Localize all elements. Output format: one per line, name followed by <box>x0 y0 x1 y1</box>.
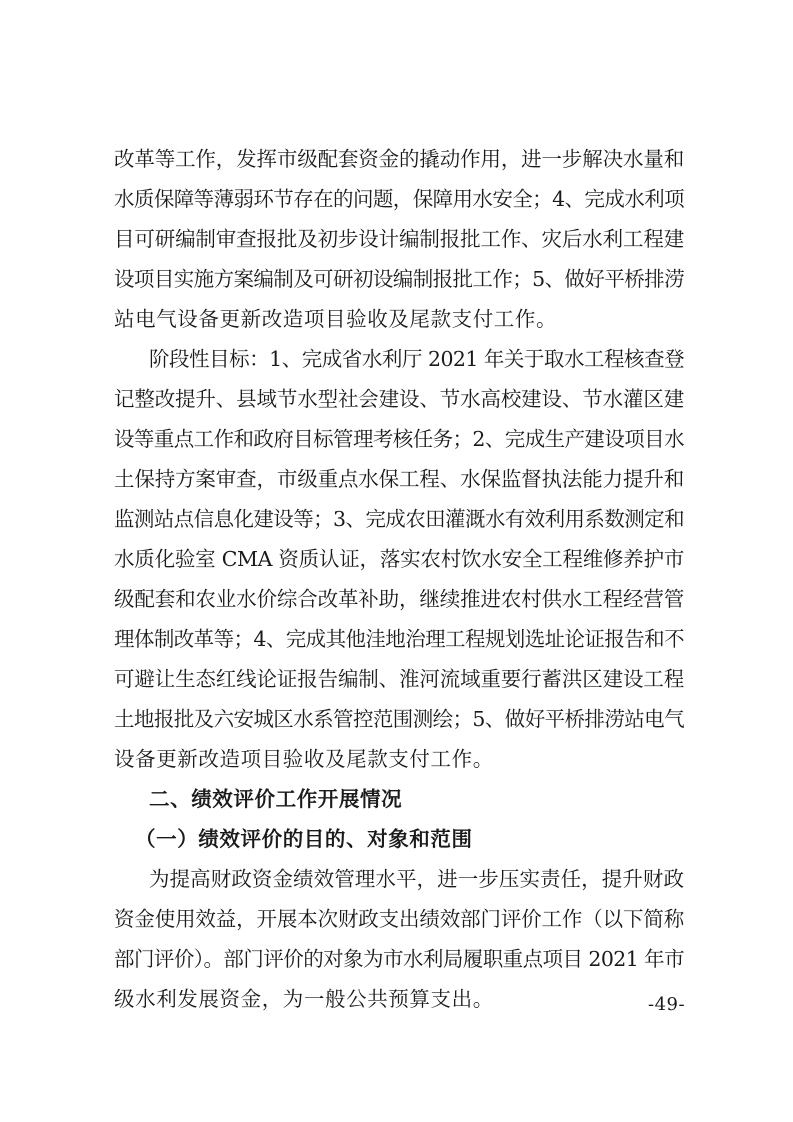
subsection-heading: （一）绩效评价的目的、对象和范围 <box>135 827 473 851</box>
paragraph-3-line-4: 级水利发展资金，为一般公共预算支出。 <box>114 987 494 1011</box>
paragraph-2-line-10: 土地报批及六安城区水系管控范围测绘；5、做好平桥排涝站电气 <box>114 707 684 731</box>
paragraph-3-line-2: 资金使用效益，开展本次财政支出绩效部门评价工作（以下简称 <box>114 907 684 931</box>
section-heading: 二、绩效评价工作开展情况 <box>149 787 403 811</box>
paragraph-2-line-9: 可避让生态红线论证报告编制、淮河流域重要行蓄洪区建设工程 <box>114 667 684 691</box>
paragraph-2-line-8: 理体制改革等；4、完成其他洼地治理工程规划选址论证报告和不 <box>114 627 684 651</box>
paragraph-2-line-1: 阶段性目标：1、完成省水利厅 2021 年关于取水工程核查登 <box>149 347 684 371</box>
page-number: -49- <box>648 994 686 1015</box>
paragraph-3-line-1: 为提高财政资金绩效管理水平，进一步压实责任，提升财政 <box>149 867 684 891</box>
paragraph-3-line-3: 部门评价）。部门评价的对象为市水利局履职重点项目 2021 年市 <box>114 947 684 971</box>
paragraph-2-line-6: 水质化验室 CMA 资质认证，落实农村饮水安全工程维修养护市 <box>114 547 684 571</box>
paragraph-2-line-4: 土保持方案审查，市级重点水保工程、水保监督执法能力提升和 <box>114 467 684 491</box>
paragraph-2-line-11: 设备更新改造项目验收及尾款支付工作。 <box>114 747 494 771</box>
paragraph-1-line-1: 改革等工作，发挥市级配套资金的撬动作用，进一步解决水量和 <box>114 147 684 171</box>
paragraph-1-line-5: 站电气设备更新改造项目验收及尾款支付工作。 <box>114 307 558 331</box>
paragraph-2-line-2: 记整改提升、县域节水型社会建设、节水高校建设、节水灌区建 <box>114 387 684 411</box>
paragraph-1-line-3: 目可研编制审查报批及初步设计编制报批工作、灾后水利工程建 <box>114 227 684 251</box>
paragraph-1-line-2: 水质保障等薄弱环节存在的问题，保障用水安全；4、完成水利项 <box>114 187 684 211</box>
paragraph-1-line-4: 设项目实施方案编制及可研初设编制报批工作；5、做好平桥排涝 <box>114 267 684 291</box>
paragraph-2-line-7: 级配套和农业水价综合改革补助，继续推进农村供水工程经营管 <box>114 587 684 611</box>
paragraph-2-line-3: 设等重点工作和政府目标管理考核任务；2、完成生产建设项目水 <box>114 427 684 451</box>
paragraph-2-line-5: 监测站点信息化建设等；3、完成农田灌溉水有效利用系数测定和 <box>114 507 684 531</box>
